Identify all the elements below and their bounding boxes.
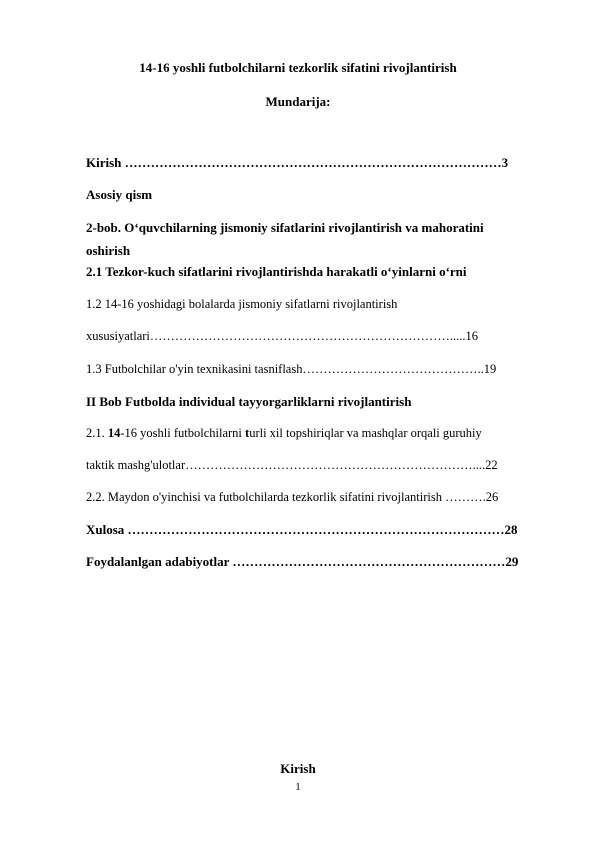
toc-entry-section-2-1: 2.1 Tezkor-kuch sifatlarini rivojlantirishda harakatli o‘yinlarni o‘rni	[86, 264, 467, 279]
toc-entry-kirish: Kirish ……………………………………………………………………………3	[86, 155, 509, 170]
page-number: 1	[295, 781, 301, 793]
toc-entry-section-1-3: 1.3 Futbolchilar o'yin texnikasini tasniflash……………………………………..19	[86, 362, 497, 376]
toc-heading: Mundarija:	[265, 94, 331, 109]
toc-entry-section-2-1-mid: -16 yoshli futbolchilarni	[120, 426, 246, 440]
next-section-heading: Kirish	[280, 761, 316, 776]
toc-entry-section-2-2: 2.2. Maydon o'yinchisi va futbolchilarda tezkorlik sifatini rivojlantirish ……….26	[86, 490, 499, 504]
toc-entry-section-2-1-prefix: 2.1.	[86, 426, 108, 440]
toc-entry-section-2-1-line-2: taktik mashg'ulotlar……………………………………………………………....22	[86, 458, 498, 472]
toc-entry-section-2-1-bold-2: t	[245, 426, 250, 440]
toc-entry-section-2-1-line-1	[86, 426, 482, 441]
toc-entry-xulosa: Xulosa ……………………………………………………………………………28	[86, 522, 518, 537]
toc-entry-asosiy-qism: Asosiy qism	[86, 187, 153, 202]
toc-entry-section-1-2-line-2: xususiyatlari……………………………………………………………….....16	[86, 329, 479, 343]
toc-entry-chapter-2-line-1: 2-bob. O‘quvchilarning jismoniy sifatlarini rivojlantirish va mahoratini	[86, 220, 484, 235]
toc-entry-chapter-2-line-2: oshirish	[86, 243, 131, 258]
toc-entry-section-1-2-line-1: 1.2 14-16 yoshidagi bolalarda jismoniy sifatlarni rivojlantirish	[86, 297, 398, 311]
toc-entry-chapter-ii: II Bob Futbolda individual tayyorgarliklarni rivojlantirish	[86, 394, 412, 409]
document-title: 14-16 yoshli futbolchilarni tezkorlik sifatini rivojlantirish	[139, 60, 457, 75]
toc-entry-section-2-1-bold: 14	[107, 426, 121, 440]
toc-entry-adabiyotlar: Foydalanlgan adabiyotlar ………………………………………………………29	[86, 554, 519, 569]
toc-entry-section-2-1-rest: urli xil topshiriqlar va mashqlar orqali guruhiy	[249, 426, 482, 440]
